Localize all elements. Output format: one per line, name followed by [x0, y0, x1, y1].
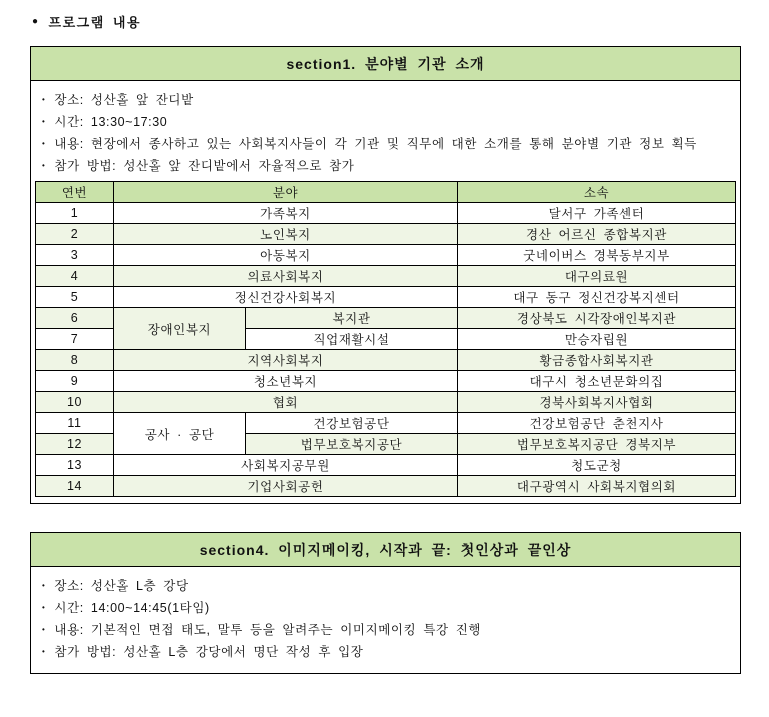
- col-header-no: 연번: [36, 182, 114, 203]
- org-cell: 대구광역시 사회복지협의회: [458, 476, 736, 497]
- field-cell: 직업재활시설: [246, 329, 458, 350]
- bullet-text: 참가 방법: 성산홀 앞 잔디밭에서 자율적으로 참가: [54, 159, 355, 173]
- section4-body: [31, 567, 740, 673]
- row-number-cell: 12: [36, 434, 114, 455]
- bullet-icon: •: [42, 161, 46, 170]
- field-cell: 의료사회복지: [114, 266, 458, 287]
- field-cell: 노인복지: [114, 224, 458, 245]
- row-number-cell: 8: [36, 350, 114, 371]
- field-group-cell: 장애인복지: [114, 308, 246, 350]
- table-row: [36, 224, 736, 245]
- bullet-icon: •: [42, 139, 46, 148]
- table-header-row: [36, 182, 736, 203]
- org-cell: 경산 어르신 종합복지관: [458, 224, 736, 245]
- row-number-cell: 14: [36, 476, 114, 497]
- section1-bullet-list: [35, 89, 736, 177]
- org-cell: 굿네이버스 경북동부지부: [458, 245, 736, 266]
- table-row: [36, 245, 736, 266]
- table-row: [36, 350, 736, 371]
- field-cell: 정신건강사회복지: [114, 287, 458, 308]
- row-number-cell: 5: [36, 287, 114, 308]
- bullet-item: [42, 133, 736, 155]
- org-table: [35, 181, 736, 497]
- org-cell: 대구시 청소년문화의집: [458, 371, 736, 392]
- bullet-item: [42, 641, 736, 663]
- bullet-item: [42, 575, 736, 597]
- table-row: [36, 455, 736, 476]
- bullet-icon: •: [42, 625, 46, 634]
- row-number-cell: 2: [36, 224, 114, 245]
- table-row: [36, 392, 736, 413]
- col-header-field: 분야: [114, 182, 458, 203]
- table-row: [36, 203, 736, 224]
- org-cell: 청도군청: [458, 455, 736, 476]
- table-row: [36, 413, 736, 434]
- field-cell: 지역사회복지: [114, 350, 458, 371]
- bullet-item: [42, 597, 736, 619]
- org-cell: 건강보험공단 춘천지사: [458, 413, 736, 434]
- org-cell: 대구의료원: [458, 266, 736, 287]
- org-cell: 법무보호복지공단 경북지부: [458, 434, 736, 455]
- bullet-text: 시간: 14:00~14:45(1타임): [54, 601, 210, 615]
- field-cell: 사회복지공무원: [114, 455, 458, 476]
- bullet-item: [42, 111, 736, 133]
- bullet-icon: •: [42, 603, 46, 612]
- org-cell: 경북사회복지사협회: [458, 392, 736, 413]
- field-cell: 청소년복지: [114, 371, 458, 392]
- field-cell: 가족복지: [114, 203, 458, 224]
- bullet-icon: •: [42, 95, 46, 104]
- org-cell: 만승자립원: [458, 329, 736, 350]
- section1-body: [31, 81, 740, 503]
- table-row: [36, 266, 736, 287]
- field-cell: 건강보험공단: [246, 413, 458, 434]
- bullet-icon: •: [42, 647, 46, 656]
- bullet-item: [42, 89, 736, 111]
- bullet-text: 장소: 성산홀 L층 강당: [54, 579, 189, 593]
- page-title-text: 프로그램 내용: [48, 15, 142, 30]
- row-number-cell: 10: [36, 392, 114, 413]
- bullet-text: 참가 방법: 성산홀 L층 강당에서 명단 작성 후 입장: [54, 645, 364, 659]
- row-number-cell: 13: [36, 455, 114, 476]
- row-number-cell: 1: [36, 203, 114, 224]
- field-cell: 기업사회공헌: [114, 476, 458, 497]
- field-cell: 법무보호복지공단: [246, 434, 458, 455]
- row-number-cell: 9: [36, 371, 114, 392]
- bullet-text: 내용: 기본적인 면접 태도, 말투 등을 알려주는 이미지메이킹 특강 진행: [54, 623, 482, 637]
- row-number-cell: 11: [36, 413, 114, 434]
- org-cell: 대구 동구 정신건강복지센터: [458, 287, 736, 308]
- field-cell: 협회: [114, 392, 458, 413]
- org-cell: 황금종합사회복지관: [458, 350, 736, 371]
- section1-header: section1. 분야별 기관 소개: [31, 47, 740, 81]
- bullet-item: [42, 155, 736, 177]
- field-group-cell: 공사 · 공단: [114, 413, 246, 455]
- field-cell: 복지관: [246, 308, 458, 329]
- row-number-cell: 4: [36, 266, 114, 287]
- table-row: [36, 287, 736, 308]
- table-row: [36, 371, 736, 392]
- bullet-item: [42, 619, 736, 641]
- col-header-org: 소속: [458, 182, 736, 203]
- org-cell: 경상북도 시각장애인복지관: [458, 308, 736, 329]
- page-title: [32, 12, 741, 31]
- org-cell: 달서구 가족센터: [458, 203, 736, 224]
- table-row: [36, 476, 736, 497]
- section4-box: [30, 532, 741, 674]
- bullet-icon: •: [42, 581, 46, 590]
- row-number-cell: 3: [36, 245, 114, 266]
- bullet-text: 장소: 성산홀 앞 잔디밭: [54, 93, 194, 107]
- section4-bullet-list: [35, 575, 736, 663]
- bullet-text: 내용: 현장에서 종사하고 있는 사회복지사들이 각 기관 및 직무에 대한 소개를 통해 분야별 기관 정보 획득: [54, 137, 697, 151]
- row-number-cell: 7: [36, 329, 114, 350]
- row-number-cell: 6: [36, 308, 114, 329]
- section1-box: [30, 46, 741, 504]
- section4-header: section4. 이미지메이킹, 시작과 끝: 첫인상과 끝인상: [31, 533, 740, 567]
- table-row: [36, 308, 736, 329]
- field-cell: 아동복지: [114, 245, 458, 266]
- bullet-icon: ●: [32, 15, 40, 27]
- bullet-text: 시간: 13:30~17:30: [54, 115, 168, 129]
- bullet-icon: •: [42, 117, 46, 126]
